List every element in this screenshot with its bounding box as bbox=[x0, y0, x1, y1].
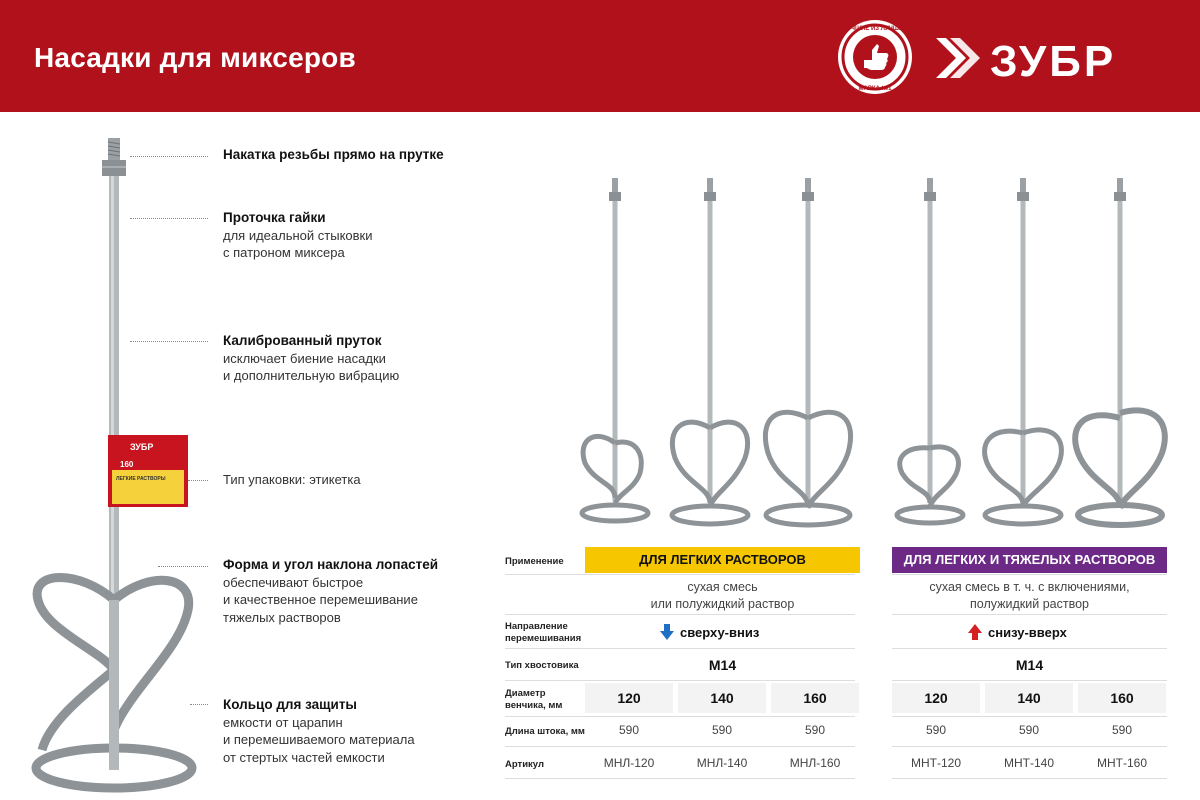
row-divider bbox=[892, 574, 1167, 575]
feature-line: с патроном миксера bbox=[223, 245, 345, 260]
label-line: перемешивания bbox=[505, 633, 582, 644]
feature-blades bbox=[223, 556, 553, 626]
leader-line bbox=[130, 156, 208, 157]
article-value: МНТ-140 bbox=[1003, 756, 1054, 770]
feature-title: Накатка резьбы прямо на прутке bbox=[223, 147, 444, 162]
diameter-value: 160 bbox=[803, 690, 827, 706]
desc-line: полужидкий раствор bbox=[970, 597, 1089, 611]
length-value: 590 bbox=[925, 723, 947, 737]
label-line: венчика, мм bbox=[505, 700, 563, 711]
mixer-mnt-120 bbox=[897, 178, 963, 523]
row-divider bbox=[892, 746, 1167, 747]
mixer-illustration bbox=[20, 130, 210, 800]
row-divider bbox=[892, 716, 1167, 717]
label-diameter bbox=[505, 688, 562, 712]
length-value: 590 bbox=[1111, 723, 1133, 737]
desc-line: сухая смесь bbox=[687, 580, 758, 594]
article-value: МНТ-120 bbox=[910, 756, 961, 770]
feature-line: обеспечивают быстрое bbox=[223, 574, 364, 590]
feature-title: Форма и угол наклона лопастей bbox=[223, 557, 439, 572]
feature-title: Калиброванный пруток bbox=[223, 333, 382, 348]
label-line: Диаметр bbox=[505, 688, 546, 699]
arrow-up-icon bbox=[968, 624, 982, 640]
feature-title: Проточка гайки bbox=[223, 210, 326, 225]
svg-text:ЛУЧШИЕ ИЗ ЛУЧШИХ: ЛУЧШИЕ ИЗ ЛУЧШИХ bbox=[842, 26, 908, 32]
feature-rod bbox=[223, 332, 553, 385]
label-direction bbox=[505, 621, 581, 645]
label-application: Применение bbox=[505, 556, 564, 567]
best-brand-badge-icon bbox=[836, 18, 914, 96]
tag-size: 160 bbox=[120, 460, 134, 469]
feature-line: и дополнительную вибрацию bbox=[223, 368, 400, 383]
article-value: МНТ-160 bbox=[1096, 756, 1147, 770]
feature-line: емкости от царапин bbox=[223, 714, 343, 730]
label-line: Направление bbox=[505, 621, 568, 632]
light-description bbox=[585, 579, 860, 613]
diameter-value: 140 bbox=[710, 690, 734, 706]
feature-ring bbox=[223, 696, 553, 766]
heavy-direction bbox=[968, 624, 1067, 640]
row-divider bbox=[892, 680, 1167, 681]
diameter-value: 120 bbox=[924, 690, 948, 706]
label-article: Артикул bbox=[505, 759, 544, 770]
direction-text: сверху-вниз bbox=[680, 624, 760, 640]
leader-line bbox=[188, 480, 208, 481]
row-divider bbox=[505, 648, 855, 649]
row-divider bbox=[892, 778, 1167, 779]
header-banner bbox=[0, 0, 1200, 112]
arrow-down-icon bbox=[660, 624, 674, 640]
feature-line: исключает биение насадки bbox=[223, 350, 386, 366]
row-divider bbox=[505, 680, 855, 681]
leader-line bbox=[158, 566, 208, 567]
tag-caption: ЛЕГКИЕ РАСТВОРЫ bbox=[116, 476, 166, 482]
banner-heavy: ДЛЯ ЛЕГКИХ И ТЯЖЕЛЫХ РАСТВОРОВ bbox=[892, 547, 1167, 573]
feature-title: Кольцо для защиты bbox=[223, 697, 357, 712]
diameter-value: 120 bbox=[617, 690, 641, 706]
leader-line bbox=[190, 704, 208, 705]
desc-line: или полужидкий раствор bbox=[650, 597, 795, 611]
leader-line bbox=[130, 341, 208, 342]
light-direction bbox=[660, 624, 759, 640]
feature-line: и перемешиваемого материала bbox=[223, 732, 415, 747]
diameter-value: 140 bbox=[1017, 690, 1041, 706]
row-divider bbox=[505, 716, 855, 717]
length-value: 590 bbox=[1018, 723, 1040, 737]
page-title: Насадки для миксеров bbox=[34, 42, 356, 73]
article-value: МНЛ-120 bbox=[603, 756, 655, 770]
direction-text: снизу-вверх bbox=[988, 624, 1067, 640]
feature-thread bbox=[223, 146, 553, 164]
mixer-mnl-120 bbox=[582, 178, 648, 521]
feature-line: тяжелых растворов bbox=[223, 609, 341, 625]
mixer-lineup bbox=[575, 178, 1175, 534]
label-length: Длина штока, мм bbox=[505, 726, 585, 737]
row-divider bbox=[505, 778, 855, 779]
feature-line: от стертых частей емкости bbox=[223, 749, 385, 765]
label-shank: Тип хвостовика bbox=[505, 660, 579, 671]
row-divider bbox=[505, 746, 855, 747]
row-divider bbox=[892, 648, 1167, 649]
row-divider bbox=[505, 574, 855, 575]
svg-text:ЗУБР: ЗУБР bbox=[990, 37, 1117, 86]
feature-packaging bbox=[223, 471, 553, 489]
heavy-shank: М14 bbox=[1015, 657, 1044, 673]
feature-nut bbox=[223, 209, 553, 262]
length-value: 590 bbox=[618, 723, 640, 737]
row-divider bbox=[892, 614, 1167, 615]
mixer-mnt-160 bbox=[1075, 178, 1165, 525]
article-value: МНЛ-140 bbox=[696, 756, 748, 770]
mixer-mnl-140 bbox=[672, 178, 748, 524]
feature-line: Тип упаковки: этикетка bbox=[223, 472, 361, 487]
heavy-description bbox=[892, 579, 1167, 613]
zubr-logo-icon bbox=[930, 30, 1170, 86]
svg-text:МАРКА №1: МАРКА №1 bbox=[858, 86, 892, 92]
light-shank: М14 bbox=[708, 657, 737, 673]
banner-light: ДЛЯ ЛЕГКИХ РАСТВОРОВ bbox=[585, 547, 860, 573]
desc-line: сухая смесь в т. ч. с включениями, bbox=[929, 580, 1130, 594]
leader-line bbox=[130, 218, 208, 219]
mixer-mnt-140 bbox=[985, 178, 1062, 524]
feature-line: и качественное перемешивание bbox=[223, 592, 418, 607]
row-divider bbox=[505, 614, 855, 615]
tag-brand: ЗУБР bbox=[130, 442, 154, 452]
article-value: МНЛ-160 bbox=[789, 756, 841, 770]
feature-line: для идеальной стыковки bbox=[223, 227, 373, 243]
diameter-value: 160 bbox=[1110, 690, 1134, 706]
length-value: 590 bbox=[711, 723, 733, 737]
mixer-mnl-160 bbox=[765, 178, 850, 525]
length-value: 590 bbox=[804, 723, 826, 737]
